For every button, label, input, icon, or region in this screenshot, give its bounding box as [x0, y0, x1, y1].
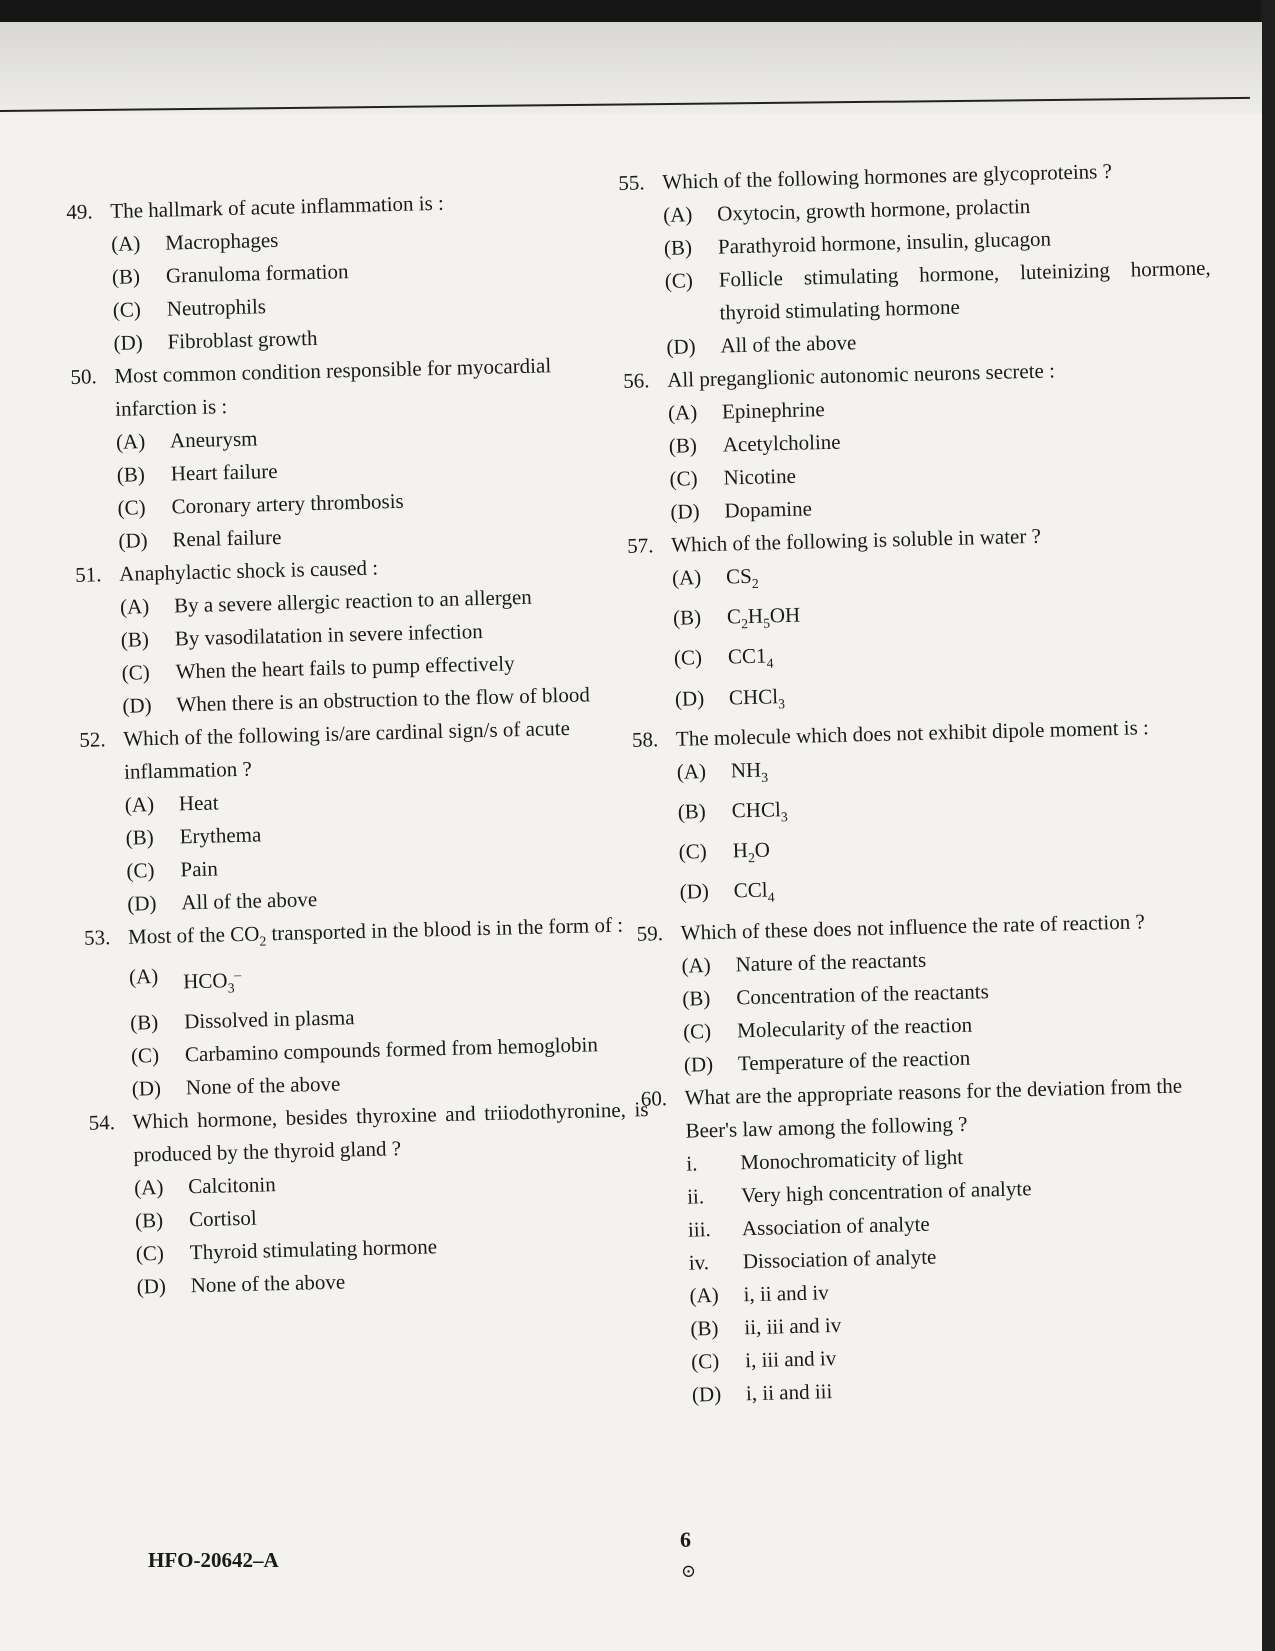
- option-54-a: (A) Calcitonin: [133, 1172, 277, 1200]
- exam-page: [0, 22, 1262, 1651]
- page-number: 6: [680, 1527, 691, 1552]
- option-60-b: (B) ii, iii and iv: [690, 1312, 842, 1341]
- question-text: The hallmark of acute inflammation is :: [110, 190, 445, 223]
- paper-code: HFO-20642–A: [148, 1548, 279, 1572]
- option-55-d: (D) All of the above: [666, 330, 857, 359]
- option-53-d: (D) None of the above: [131, 1071, 341, 1102]
- question-number: 58.: [631, 726, 659, 752]
- question-number: 60.: [640, 1085, 668, 1111]
- option-57-b: (B) $C_2H_5OH$: [672, 602, 801, 632]
- option-52-c: (C) Pain: [126, 856, 219, 883]
- question-text: Which of the following is/are cardinal sign/s of acute inflammation ?: [122, 715, 571, 784]
- option-60-a: (A) i, ii and iv: [689, 1279, 830, 1308]
- question-text: Which of these does not influence the rate of reaction ?: [680, 908, 1146, 945]
- option-51-a: (A) By a severe allergic reaction to an allergen: [119, 584, 533, 619]
- option-58-d: (D) CCl$_4$: [679, 877, 775, 906]
- option-49-b: (B) Granuloma formation: [111, 259, 349, 289]
- option-54-b: (B) Cortisol: [134, 1206, 258, 1233]
- option-57-c: (C) $CC1_4$: [673, 643, 774, 672]
- question-text: Which of the following hormones are glycoproteins ?: [662, 158, 1113, 194]
- statement-60-iii: iii. Association of analyte: [687, 1211, 930, 1242]
- option-56-d: (D) Dopamine: [670, 496, 813, 524]
- question-text: Most common condition responsible for myocardial infarction is :: [114, 353, 552, 421]
- question-number: 50.: [70, 364, 97, 389]
- option-60-c: (C) i, iii and iv: [690, 1345, 837, 1374]
- question-text: The molecule which does not exhibit dipole moment is :: [675, 714, 1150, 751]
- option-53-a: (A) $HCO_3^-$: [128, 964, 242, 996]
- option-59-c: (C) Molecularity of the reaction: [682, 1012, 973, 1044]
- option-59-a: (A) Nature of the reactants: [681, 947, 927, 978]
- option-60-d: (D) i, ii and iii: [691, 1378, 833, 1407]
- option-52-b: (B) Erythema: [125, 822, 262, 850]
- option-55-c: (C) Follicle stimulating hormone, luteinizing hormone, thyroid stimulating hormone: [664, 255, 1211, 325]
- option-58-a: (A) $NH_3$: [676, 757, 769, 785]
- left-column: [66, 182, 653, 1305]
- option-50-d: (D) Renal failure: [118, 524, 282, 553]
- option-58-c: (C) $H_2O$: [678, 837, 771, 866]
- question-text: Which of the following is soluble in water ?: [670, 523, 1042, 557]
- option-50-a: (A) Aneurysm: [115, 426, 258, 454]
- right-column: [618, 153, 1238, 1413]
- option-51-d: (D) When there is an obstruction to the flow of blood: [122, 682, 591, 718]
- option-58-b: (B) CHCl$_3$: [677, 797, 788, 825]
- question-number: 59.: [636, 920, 664, 946]
- option-57-d: (D) CHCl$_3$: [674, 683, 786, 711]
- option-50-b: (B) Heart failure: [116, 458, 278, 487]
- option-55-a: (A) Oxytocin, growth hormone, prolactin: [662, 193, 1031, 227]
- option-57-a: (A) $CS_2$: [671, 563, 759, 592]
- option-56-a: (A) Epinephrine: [667, 397, 825, 425]
- option-59-b: (B) Concentration of the reactants: [682, 978, 990, 1011]
- question-number: 49.: [66, 199, 93, 224]
- option-53-c: (C) Carbamino compounds formed from hemoglobin: [130, 1032, 599, 1069]
- option-50-c: (C) Coronary artery thrombosis: [117, 488, 404, 520]
- statement-60-i: i. Monochromaticity of light: [686, 1144, 964, 1176]
- option-49-c: (C) Neutrophils: [112, 294, 267, 322]
- question-number: 55.: [618, 170, 645, 195]
- page-top-rule: [0, 97, 1250, 112]
- question-text: Most of the $CO_2$ transported in the blood is in the form of :: [127, 912, 624, 949]
- option-59-d: (D) Temperature of the reaction: [683, 1045, 971, 1077]
- option-55-b: (B) Parathyroid hormone, insulin, glucagon: [663, 226, 1052, 260]
- question-number: 54.: [88, 1110, 116, 1136]
- option-54-d: (D) None of the above: [136, 1269, 346, 1299]
- question-number: 56.: [622, 368, 650, 393]
- question-text: All preganglionic autonomic neurons secrete :: [666, 358, 1056, 392]
- page-mark-icon: ⊙: [681, 1561, 697, 1581]
- question-number: 53.: [83, 925, 111, 950]
- question-number: 57.: [626, 533, 654, 558]
- question-number: 52.: [78, 727, 106, 752]
- option-53-b: (B) Dissolved in plasma: [129, 1005, 355, 1036]
- statement-60-iv: iv. Dissociation of analyte: [688, 1244, 937, 1275]
- option-54-c: (C) Thyroid stimulating hormone: [135, 1234, 438, 1266]
- question-text: What are the appropriate reasons for the deviation from the Beer's law among the following ?: [684, 1072, 1183, 1143]
- option-51-b: (B) By vasodilatation in severe infection: [120, 618, 483, 652]
- option-56-b: (B) Acetylcholine: [668, 429, 841, 458]
- option-52-d: (D) All of the above: [127, 887, 318, 916]
- option-52-a: (A) Heat: [124, 790, 219, 817]
- option-49-a: (A) Macrophages: [110, 227, 279, 256]
- option-49-d: (D) Fibroblast growth: [113, 325, 318, 355]
- option-56-c: (C) Nicotine: [669, 463, 797, 491]
- option-51-c: (C) When the heart fails to pump effectively: [121, 651, 515, 685]
- scan-border-right: [1261, 0, 1275, 1651]
- statement-60-ii: ii. Very high concentration of analyte: [686, 1175, 1032, 1209]
- question-text: Anaphylactic shock is caused :: [118, 555, 379, 586]
- question-text: Which hormone, besides thyroxine and triiodothyronine, is produced by the thyroid gland ?: [132, 1097, 649, 1168]
- question-number: 51.: [74, 562, 102, 587]
